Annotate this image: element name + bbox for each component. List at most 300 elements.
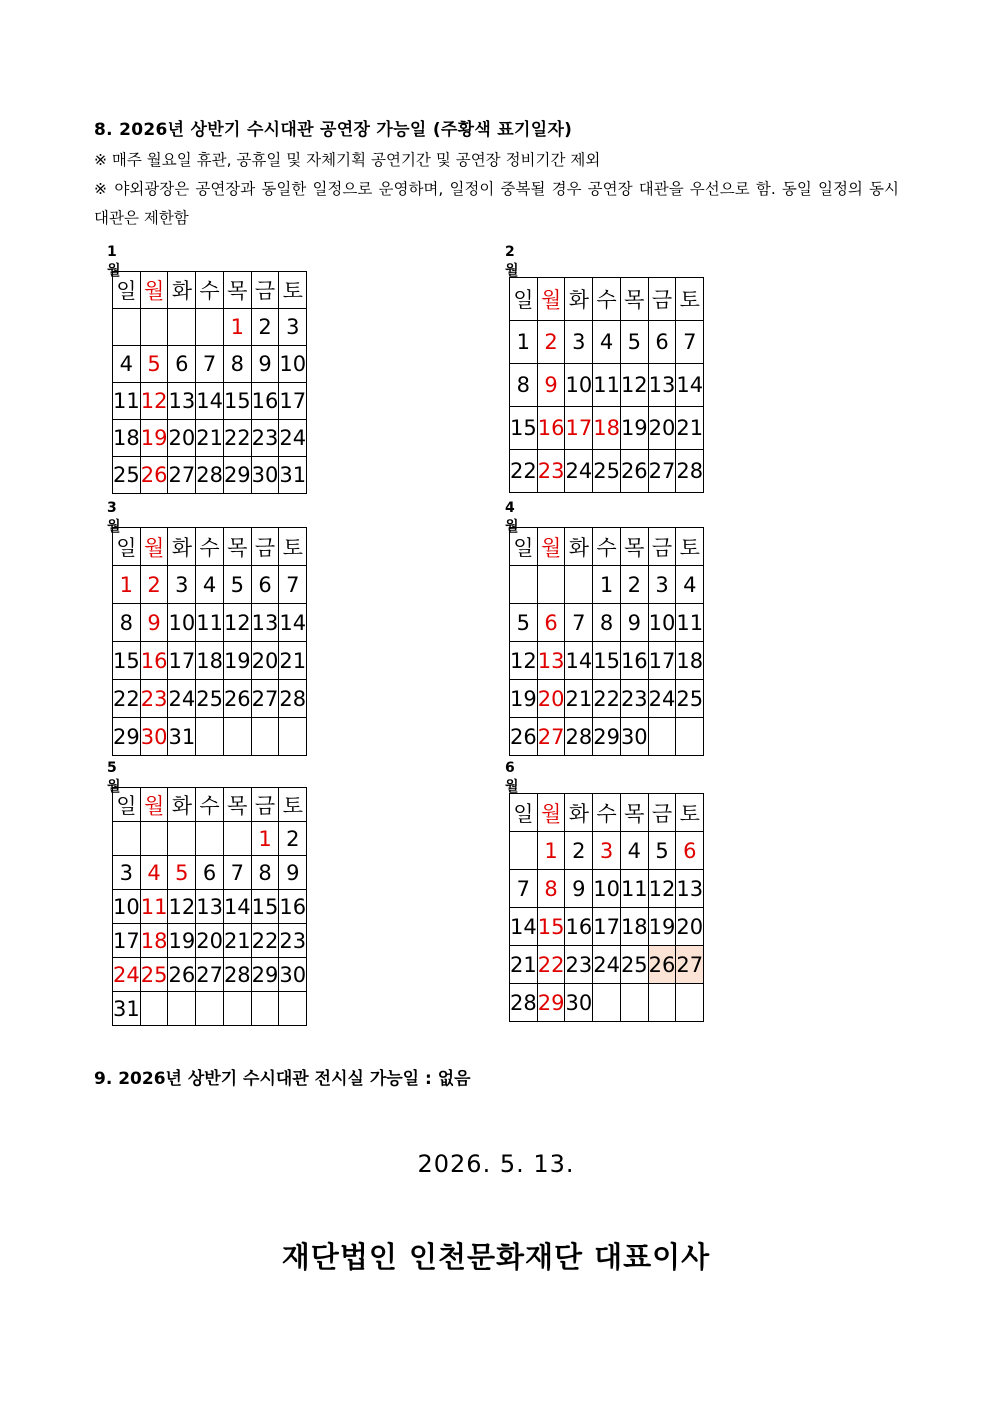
day-cell: 29	[223, 457, 251, 494]
day-cell: 13	[168, 383, 196, 420]
week-row	[510, 364, 704, 407]
day-cell: 18	[620, 908, 648, 946]
day-cell: 8	[113, 604, 141, 642]
day-cell: 18	[676, 642, 704, 680]
weekday-header: 목	[620, 794, 648, 832]
day-cell: 17	[279, 383, 307, 420]
weekday-header: 수	[196, 528, 224, 566]
outdoor-plaza-note: ※ 야외광장은 공연장과 동일한 일정으로 운영하며, 일정이 중복될 경우 공연장 대관을 우선으로 함. 동일 일정의 동시 대관은 제한함	[94, 180, 899, 227]
week-row	[113, 890, 307, 924]
day-cell: 24	[113, 958, 141, 992]
day-cell: 3	[648, 566, 676, 604]
day-cell: 1	[510, 321, 538, 364]
day-cell: 9	[620, 604, 648, 642]
day-cell: 27	[676, 946, 704, 984]
day-cell: 22	[510, 450, 538, 493]
week-row	[113, 958, 307, 992]
empty-day-cell	[251, 718, 279, 756]
week-row	[510, 642, 704, 680]
day-cell: 9	[537, 364, 565, 407]
day-cell: 29	[593, 718, 621, 756]
day-cell: 23	[279, 924, 307, 958]
month-table	[509, 277, 704, 493]
day-cell: 29	[537, 984, 565, 1022]
day-cell: 4	[113, 346, 141, 383]
month-table	[112, 787, 307, 1026]
weekday-header: 금	[648, 278, 676, 321]
weekday-header: 일	[510, 278, 538, 321]
weekday-header: 토	[676, 794, 704, 832]
empty-day-cell	[565, 566, 593, 604]
weekday-header: 화	[168, 528, 196, 566]
month-label: 3월	[107, 500, 121, 535]
day-cell: 13	[648, 364, 676, 407]
weekday-header: 금	[648, 528, 676, 566]
weekday-header: 월	[140, 528, 168, 566]
weekday-header: 금	[251, 528, 279, 566]
day-cell: 26	[140, 457, 168, 494]
closure-note: ※ 매주 월요일 휴관, 공휴일 및 자체기획 공연기간 및 공연장 정비기간 제외	[94, 151, 601, 169]
day-cell: 5	[620, 321, 648, 364]
day-cell: 13	[251, 604, 279, 642]
day-cell: 7	[196, 346, 224, 383]
day-cell: 18	[593, 407, 621, 450]
weekday-header: 토	[279, 528, 307, 566]
day-cell: 18	[196, 642, 224, 680]
day-cell: 6	[196, 856, 224, 890]
month-label: 2월	[505, 244, 519, 279]
day-cell: 22	[251, 924, 279, 958]
week-row	[510, 450, 704, 493]
day-cell: 24	[648, 680, 676, 718]
empty-day-cell	[196, 822, 224, 856]
day-cell: 8	[510, 364, 538, 407]
day-cell: 8	[251, 856, 279, 890]
week-row	[113, 718, 307, 756]
week-row	[113, 642, 307, 680]
week-row	[510, 984, 704, 1022]
empty-day-cell	[196, 992, 224, 1026]
day-cell: 14	[510, 908, 538, 946]
day-cell: 28	[565, 718, 593, 756]
day-cell: 3	[565, 321, 593, 364]
day-cell: 24	[279, 420, 307, 457]
month-table	[509, 527, 704, 756]
weekday-header-row	[113, 528, 307, 566]
day-cell: 21	[223, 924, 251, 958]
day-cell: 22	[223, 420, 251, 457]
day-cell: 11	[140, 890, 168, 924]
empty-day-cell	[168, 822, 196, 856]
day-cell: 21	[510, 946, 538, 984]
day-cell: 18	[113, 420, 141, 457]
month-label: 4월	[505, 500, 519, 535]
day-cell: 26	[223, 680, 251, 718]
day-cell: 11	[676, 604, 704, 642]
document-date: 2026. 5. 13.	[417, 1150, 575, 1178]
day-cell: 5	[168, 856, 196, 890]
day-cell: 30	[620, 718, 648, 756]
day-cell: 3	[593, 832, 621, 870]
day-cell: 13	[196, 890, 224, 924]
day-cell: 9	[251, 346, 279, 383]
empty-day-cell	[223, 992, 251, 1026]
weekday-header: 토	[279, 272, 307, 309]
day-cell: 4	[676, 566, 704, 604]
weekday-header: 목	[223, 788, 251, 822]
day-cell: 16	[565, 908, 593, 946]
week-row	[510, 946, 704, 984]
empty-day-cell	[676, 984, 704, 1022]
day-cell: 28	[196, 457, 224, 494]
weekday-header: 화	[565, 528, 593, 566]
day-cell: 31	[168, 718, 196, 756]
day-cell: 15	[251, 890, 279, 924]
week-row	[113, 924, 307, 958]
month-label: 6월	[505, 760, 519, 795]
day-cell: 1	[113, 566, 141, 604]
week-row	[510, 908, 704, 946]
day-cell: 20	[196, 924, 224, 958]
day-cell: 26	[168, 958, 196, 992]
day-cell: 14	[279, 604, 307, 642]
day-cell: 8	[223, 346, 251, 383]
day-cell: 27	[648, 450, 676, 493]
day-cell: 14	[196, 383, 224, 420]
weekday-header: 토	[676, 278, 704, 321]
weekday-header: 수	[196, 272, 224, 309]
week-row	[510, 680, 704, 718]
week-row	[113, 383, 307, 420]
day-cell: 8	[537, 870, 565, 908]
day-cell: 1	[593, 566, 621, 604]
weekday-header: 토	[676, 528, 704, 566]
day-cell: 23	[140, 680, 168, 718]
month-table	[509, 793, 704, 1022]
day-cell: 21	[279, 642, 307, 680]
day-cell: 14	[676, 364, 704, 407]
day-cell: 27	[168, 457, 196, 494]
day-cell: 19	[620, 407, 648, 450]
day-cell: 2	[140, 566, 168, 604]
section-8-heading: 8. 2026년 상반기 수시대관 공연장 가능일 (주황색 표기일자)	[94, 120, 573, 140]
day-cell: 30	[565, 984, 593, 1022]
empty-day-cell	[537, 566, 565, 604]
day-cell: 5	[648, 832, 676, 870]
day-cell: 23	[620, 680, 648, 718]
day-cell: 17	[168, 642, 196, 680]
day-cell: 2	[251, 309, 279, 346]
day-cell: 30	[279, 958, 307, 992]
day-cell: 27	[537, 718, 565, 756]
day-cell: 11	[113, 383, 141, 420]
week-row	[113, 822, 307, 856]
empty-day-cell	[196, 309, 224, 346]
week-row	[510, 407, 704, 450]
week-row	[510, 321, 704, 364]
day-cell: 15	[537, 908, 565, 946]
day-cell: 15	[593, 642, 621, 680]
day-cell: 2	[565, 832, 593, 870]
weekday-header-row	[510, 278, 704, 321]
day-cell: 20	[676, 908, 704, 946]
day-cell: 5	[510, 604, 538, 642]
day-cell: 27	[251, 680, 279, 718]
day-cell: 21	[196, 420, 224, 457]
day-cell: 8	[593, 604, 621, 642]
day-cell: 29	[113, 718, 141, 756]
day-cell: 21	[676, 407, 704, 450]
weekday-header: 목	[620, 278, 648, 321]
week-row	[113, 420, 307, 457]
weekday-header: 일	[113, 528, 141, 566]
day-cell: 19	[223, 642, 251, 680]
day-cell: 19	[140, 420, 168, 457]
day-cell: 19	[648, 908, 676, 946]
day-cell: 3	[279, 309, 307, 346]
day-cell: 12	[620, 364, 648, 407]
day-cell: 23	[537, 450, 565, 493]
weekday-header-row	[113, 788, 307, 822]
day-cell: 12	[648, 870, 676, 908]
day-cell: 15	[223, 383, 251, 420]
weekday-header: 화	[565, 278, 593, 321]
weekday-header: 금	[251, 788, 279, 822]
day-cell: 15	[510, 407, 538, 450]
day-cell: 13	[537, 642, 565, 680]
day-cell: 6	[168, 346, 196, 383]
day-cell: 24	[593, 946, 621, 984]
empty-day-cell	[648, 984, 676, 1022]
day-cell: 16	[620, 642, 648, 680]
weekday-header: 수	[593, 278, 621, 321]
day-cell: 31	[279, 457, 307, 494]
day-cell: 10	[648, 604, 676, 642]
day-cell: 17	[593, 908, 621, 946]
week-row	[113, 680, 307, 718]
week-row	[113, 604, 307, 642]
day-cell: 1	[537, 832, 565, 870]
day-cell: 20	[251, 642, 279, 680]
day-cell: 5	[223, 566, 251, 604]
empty-day-cell	[676, 718, 704, 756]
day-cell: 16	[537, 407, 565, 450]
day-cell: 12	[510, 642, 538, 680]
empty-day-cell	[113, 309, 141, 346]
weekday-header: 목	[223, 272, 251, 309]
weekday-header: 금	[251, 272, 279, 309]
day-cell: 23	[251, 420, 279, 457]
week-row	[510, 604, 704, 642]
day-cell: 30	[140, 718, 168, 756]
section-9-exhibition-note: 9. 2026년 상반기 수시대관 전시실 가능일 : 없음	[94, 1069, 471, 1089]
weekday-header: 수	[593, 794, 621, 832]
day-cell: 17	[565, 407, 593, 450]
weekday-header: 월	[537, 794, 565, 832]
day-cell: 23	[565, 946, 593, 984]
empty-day-cell	[140, 992, 168, 1026]
day-cell: 5	[140, 346, 168, 383]
month-table	[112, 271, 307, 494]
empty-day-cell	[113, 822, 141, 856]
weekday-header: 일	[113, 272, 141, 309]
day-cell: 26	[510, 718, 538, 756]
weekday-header: 화	[168, 788, 196, 822]
day-cell: 4	[196, 566, 224, 604]
weekday-header: 월	[140, 788, 168, 822]
day-cell: 24	[168, 680, 196, 718]
day-cell: 2	[620, 566, 648, 604]
day-cell: 22	[113, 680, 141, 718]
day-cell: 7	[223, 856, 251, 890]
day-cell: 11	[593, 364, 621, 407]
day-cell: 4	[593, 321, 621, 364]
weekday-header: 월	[537, 528, 565, 566]
day-cell: 10	[279, 346, 307, 383]
day-cell: 2	[537, 321, 565, 364]
day-cell: 6	[251, 566, 279, 604]
signer-name: 재단법인 인천문화재단 대표이사	[281, 1240, 711, 1274]
day-cell: 9	[565, 870, 593, 908]
weekday-header: 월	[140, 272, 168, 309]
weekday-header: 목	[620, 528, 648, 566]
weekday-header: 화	[168, 272, 196, 309]
weekday-header-row	[510, 528, 704, 566]
day-cell: 16	[251, 383, 279, 420]
empty-day-cell	[168, 992, 196, 1026]
day-cell: 17	[113, 924, 141, 958]
empty-day-cell	[196, 718, 224, 756]
weekday-header: 화	[565, 794, 593, 832]
day-cell: 29	[251, 958, 279, 992]
day-cell: 20	[648, 407, 676, 450]
day-cell: 12	[223, 604, 251, 642]
day-cell: 10	[113, 890, 141, 924]
day-cell: 10	[565, 364, 593, 407]
weekday-header: 목	[223, 528, 251, 566]
day-cell: 4	[620, 832, 648, 870]
weekday-header: 수	[196, 788, 224, 822]
day-cell: 9	[140, 604, 168, 642]
day-cell: 16	[140, 642, 168, 680]
day-cell: 7	[510, 870, 538, 908]
day-cell: 28	[510, 984, 538, 1022]
empty-day-cell	[510, 832, 538, 870]
day-cell: 4	[140, 856, 168, 890]
day-cell: 9	[279, 856, 307, 890]
empty-day-cell	[593, 984, 621, 1022]
day-cell: 13	[676, 870, 704, 908]
day-cell: 28	[279, 680, 307, 718]
day-cell: 28	[223, 958, 251, 992]
empty-day-cell	[648, 718, 676, 756]
weekday-header: 수	[593, 528, 621, 566]
day-cell: 3	[168, 566, 196, 604]
day-cell: 3	[113, 856, 141, 890]
day-cell: 17	[648, 642, 676, 680]
week-row	[113, 346, 307, 383]
week-row	[113, 566, 307, 604]
day-cell: 25	[196, 680, 224, 718]
day-cell: 2	[279, 822, 307, 856]
empty-day-cell	[223, 718, 251, 756]
day-cell: 27	[196, 958, 224, 992]
day-cell: 26	[620, 450, 648, 493]
week-row	[510, 718, 704, 756]
day-cell: 11	[620, 870, 648, 908]
empty-day-cell	[251, 992, 279, 1026]
day-cell: 16	[279, 890, 307, 924]
day-cell: 25	[140, 958, 168, 992]
day-cell: 1	[223, 309, 251, 346]
day-cell: 18	[140, 924, 168, 958]
weekday-header-row	[113, 272, 307, 309]
day-cell: 6	[676, 832, 704, 870]
day-cell: 14	[565, 642, 593, 680]
day-cell: 28	[676, 450, 704, 493]
day-cell: 7	[279, 566, 307, 604]
day-cell: 22	[537, 946, 565, 984]
day-cell: 25	[620, 946, 648, 984]
day-cell: 20	[168, 420, 196, 457]
month-label: 1월	[107, 244, 121, 279]
month-label: 5월	[107, 760, 121, 795]
day-cell: 22	[593, 680, 621, 718]
day-cell: 31	[113, 992, 141, 1026]
day-cell: 24	[565, 450, 593, 493]
empty-day-cell	[140, 309, 168, 346]
week-row	[510, 566, 704, 604]
day-cell: 10	[168, 604, 196, 642]
empty-day-cell	[279, 992, 307, 1026]
day-cell: 25	[113, 457, 141, 494]
week-row	[113, 457, 307, 494]
empty-day-cell	[279, 718, 307, 756]
week-row	[113, 992, 307, 1026]
empty-day-cell	[223, 822, 251, 856]
day-cell: 19	[168, 924, 196, 958]
empty-day-cell	[510, 566, 538, 604]
day-cell: 14	[223, 890, 251, 924]
empty-day-cell	[168, 309, 196, 346]
day-cell: 21	[565, 680, 593, 718]
day-cell: 19	[510, 680, 538, 718]
weekday-header-row	[510, 794, 704, 832]
week-row	[113, 856, 307, 890]
month-table	[112, 527, 307, 756]
week-row	[510, 870, 704, 908]
day-cell: 6	[537, 604, 565, 642]
day-cell: 12	[140, 383, 168, 420]
day-cell: 30	[251, 457, 279, 494]
weekday-header: 토	[279, 788, 307, 822]
day-cell: 11	[196, 604, 224, 642]
empty-day-cell	[140, 822, 168, 856]
day-cell: 15	[113, 642, 141, 680]
day-cell: 1	[251, 822, 279, 856]
weekday-header: 일	[113, 788, 141, 822]
week-row	[510, 832, 704, 870]
weekday-header: 금	[648, 794, 676, 832]
week-row	[113, 309, 307, 346]
day-cell: 10	[593, 870, 621, 908]
day-cell: 7	[565, 604, 593, 642]
day-cell: 12	[168, 890, 196, 924]
weekday-header: 일	[510, 528, 538, 566]
day-cell: 6	[648, 321, 676, 364]
day-cell: 7	[676, 321, 704, 364]
weekday-header: 월	[537, 278, 565, 321]
